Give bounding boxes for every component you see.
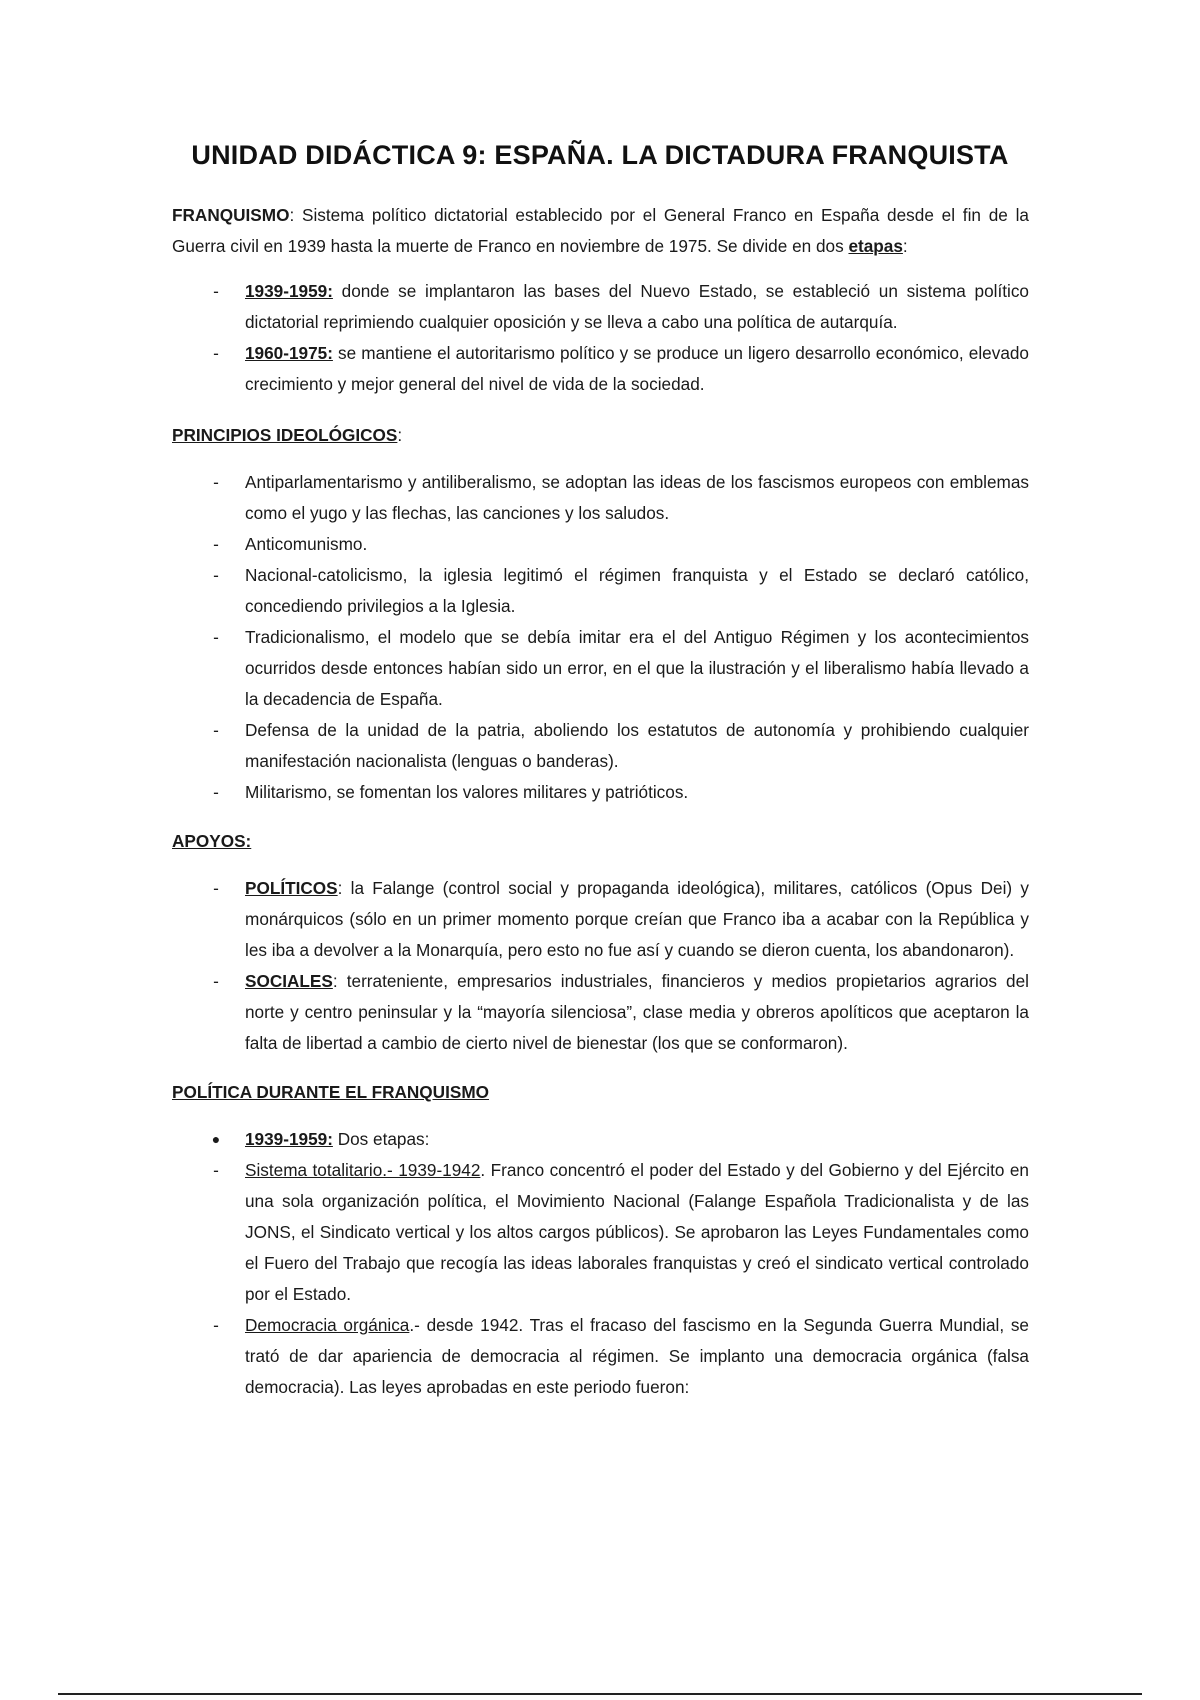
list-item bbox=[172, 1310, 1029, 1403]
stage-text: donde se implantaron las bases del Nuevo Estado, se estableció un sistema político dictatorial reprimiendo cualquier oposición y se lleva a cabo una política de autarquía. bbox=[245, 281, 1029, 332]
stage-text: se mantiene el autoritarismo político y se produce un ligero desarrollo económico, elevado crecimiento y mejor general del nivel de vida de la sociedad. bbox=[245, 343, 1029, 394]
list-item bbox=[172, 777, 1029, 808]
politica-heading: POLÍTICA DURANTE EL FRANQUISMO bbox=[172, 1082, 490, 1102]
page-title: UNIDAD DIDÁCTICA 9: ESPAÑA. LA DICTADURA FRANQUISTA bbox=[191, 140, 1009, 170]
dash-marker: - bbox=[213, 565, 219, 585]
intro-paragraph bbox=[172, 200, 1029, 262]
dash-marker: - bbox=[213, 720, 219, 740]
principio-text: Antiparlamentarismo y antiliberalismo, se adoptan las ideas de los fascismos europeos con emblemas como el yugo y las flechas, las canciones y los saludos. bbox=[245, 472, 1029, 523]
apoyo-label: SOCIALES bbox=[245, 971, 333, 991]
politica-item-label: Democracia orgánica bbox=[245, 1315, 410, 1335]
stage-label: 1939-1959: bbox=[245, 281, 333, 301]
dash-marker: - bbox=[213, 1160, 219, 1180]
list-item bbox=[172, 622, 1029, 715]
list-item bbox=[172, 467, 1029, 529]
principios-colon: : bbox=[397, 425, 403, 445]
apoyos-list bbox=[172, 873, 1029, 1059]
principio-text: Nacional-catolicismo, la iglesia legitimó el régimen franquista y el Estado se declaró católico, concediendo privilegios a la Iglesia. bbox=[245, 565, 1029, 616]
politica-item-text: .- desde 1942. Tras el fracaso del fascismo en la Segunda Guerra Mundial, se trató de dar apariencia de democracia al régimen. Se implanto una democracia orgánica (falsa democracia). Las leyes aprobadas en este periodo fueron: bbox=[245, 1315, 1029, 1397]
principio-text: Militarismo, se fomentan los valores militares y patrióticos. bbox=[245, 782, 689, 802]
politica-item-label: Sistema totalitario.- 1939-1942 bbox=[245, 1160, 481, 1180]
intro-text: : Sistema político dictatorial establecido por el General Franco en España desde el fin de la Guerra civil en 1939 hasta la muerte de Franco en noviembre de 1975. Se divide en dos bbox=[172, 205, 1029, 256]
apoyos-heading: APOYOS: bbox=[172, 831, 252, 851]
dash-marker: - bbox=[213, 281, 219, 301]
dash-marker: - bbox=[213, 1315, 219, 1335]
principios-heading bbox=[172, 420, 1029, 451]
footer-divider bbox=[58, 1693, 1142, 1695]
politica-bullet-label: 1939-1959: bbox=[245, 1129, 333, 1149]
dash-marker: - bbox=[213, 878, 219, 898]
document-body bbox=[172, 200, 1029, 1413]
list-item bbox=[172, 529, 1029, 560]
list-item bbox=[172, 1155, 1029, 1310]
list-item bbox=[172, 873, 1029, 966]
politica-item-text: . Franco concentró el poder del Estado y del Gobierno y del Ejército en una sola organización política, el Movimiento Nacional (Falange Española Tradicionalista y de las JONS, el Sindicato vertical y los altos cargos públicos). Se aprobaron las Leyes Fundamentales como el Fuero del Trabajo que recogía las ideas laborales franquistas y creó el sindicato vertical controlado por el Estado. bbox=[245, 1160, 1029, 1304]
principios-heading-text: PRINCIPIOS IDEOLÓGICOS bbox=[172, 425, 398, 445]
intro-colon: : bbox=[902, 236, 908, 256]
principio-text: Anticomunismo. bbox=[245, 534, 368, 554]
list-item bbox=[172, 276, 1029, 338]
list-item bbox=[172, 715, 1029, 777]
bullet-dot-marker: ● bbox=[211, 1131, 221, 1147]
intro-term: FRANQUISMO bbox=[172, 205, 290, 225]
list-item bbox=[172, 1124, 1029, 1155]
apoyo-text: : la Falange (control social y propaganda ideológica), militares, católicos (Opus Dei) y monárquicos (sólo en un primer momento porque creían que Franco iba a acabar con la República y les iba a devolver a la Monarquía, pero esto no fue así y cuando se dieron cuenta, los abandonaron). bbox=[245, 878, 1029, 960]
list-item bbox=[172, 560, 1029, 622]
apoyo-label: POLÍTICOS bbox=[245, 878, 338, 898]
dash-marker: - bbox=[213, 782, 219, 802]
politica-list bbox=[172, 1124, 1029, 1403]
principio-text: Defensa de la unidad de la patria, aboliendo los estatutos de autonomía y prohibiendo cualquier manifestación nacionalista (lenguas o banderas). bbox=[245, 720, 1029, 771]
dash-marker: - bbox=[213, 472, 219, 492]
dash-marker: - bbox=[213, 343, 219, 363]
politica-bullet-text: Dos etapas: bbox=[332, 1129, 430, 1149]
intro-etapas: etapas bbox=[848, 236, 903, 256]
stage-label: 1960-1975: bbox=[245, 343, 333, 363]
principios-list bbox=[172, 467, 1029, 808]
list-item bbox=[172, 338, 1029, 400]
apoyo-text: : terrateniente, empresarios industriales, financieros y medios propietarios agrarios del norte y centro peninsular y la “mayoría silenciosa”, clase media y obreros apolíticos que aceptaron la falta de libertad a cambio de cierto nivel de bienestar (los que se conformaron). bbox=[245, 971, 1029, 1053]
dash-marker: - bbox=[213, 627, 219, 647]
dash-marker: - bbox=[213, 971, 219, 991]
list-item bbox=[172, 966, 1029, 1059]
dash-marker: - bbox=[213, 534, 219, 554]
stages-list bbox=[172, 276, 1029, 400]
principio-text: Tradicionalismo, el modelo que se debía imitar era el del Antiguo Régimen y los acontecimientos ocurridos desde entonces habían sido un error, en el que la ilustración y el liberalismo había llevado a la decadencia de España. bbox=[245, 627, 1029, 709]
